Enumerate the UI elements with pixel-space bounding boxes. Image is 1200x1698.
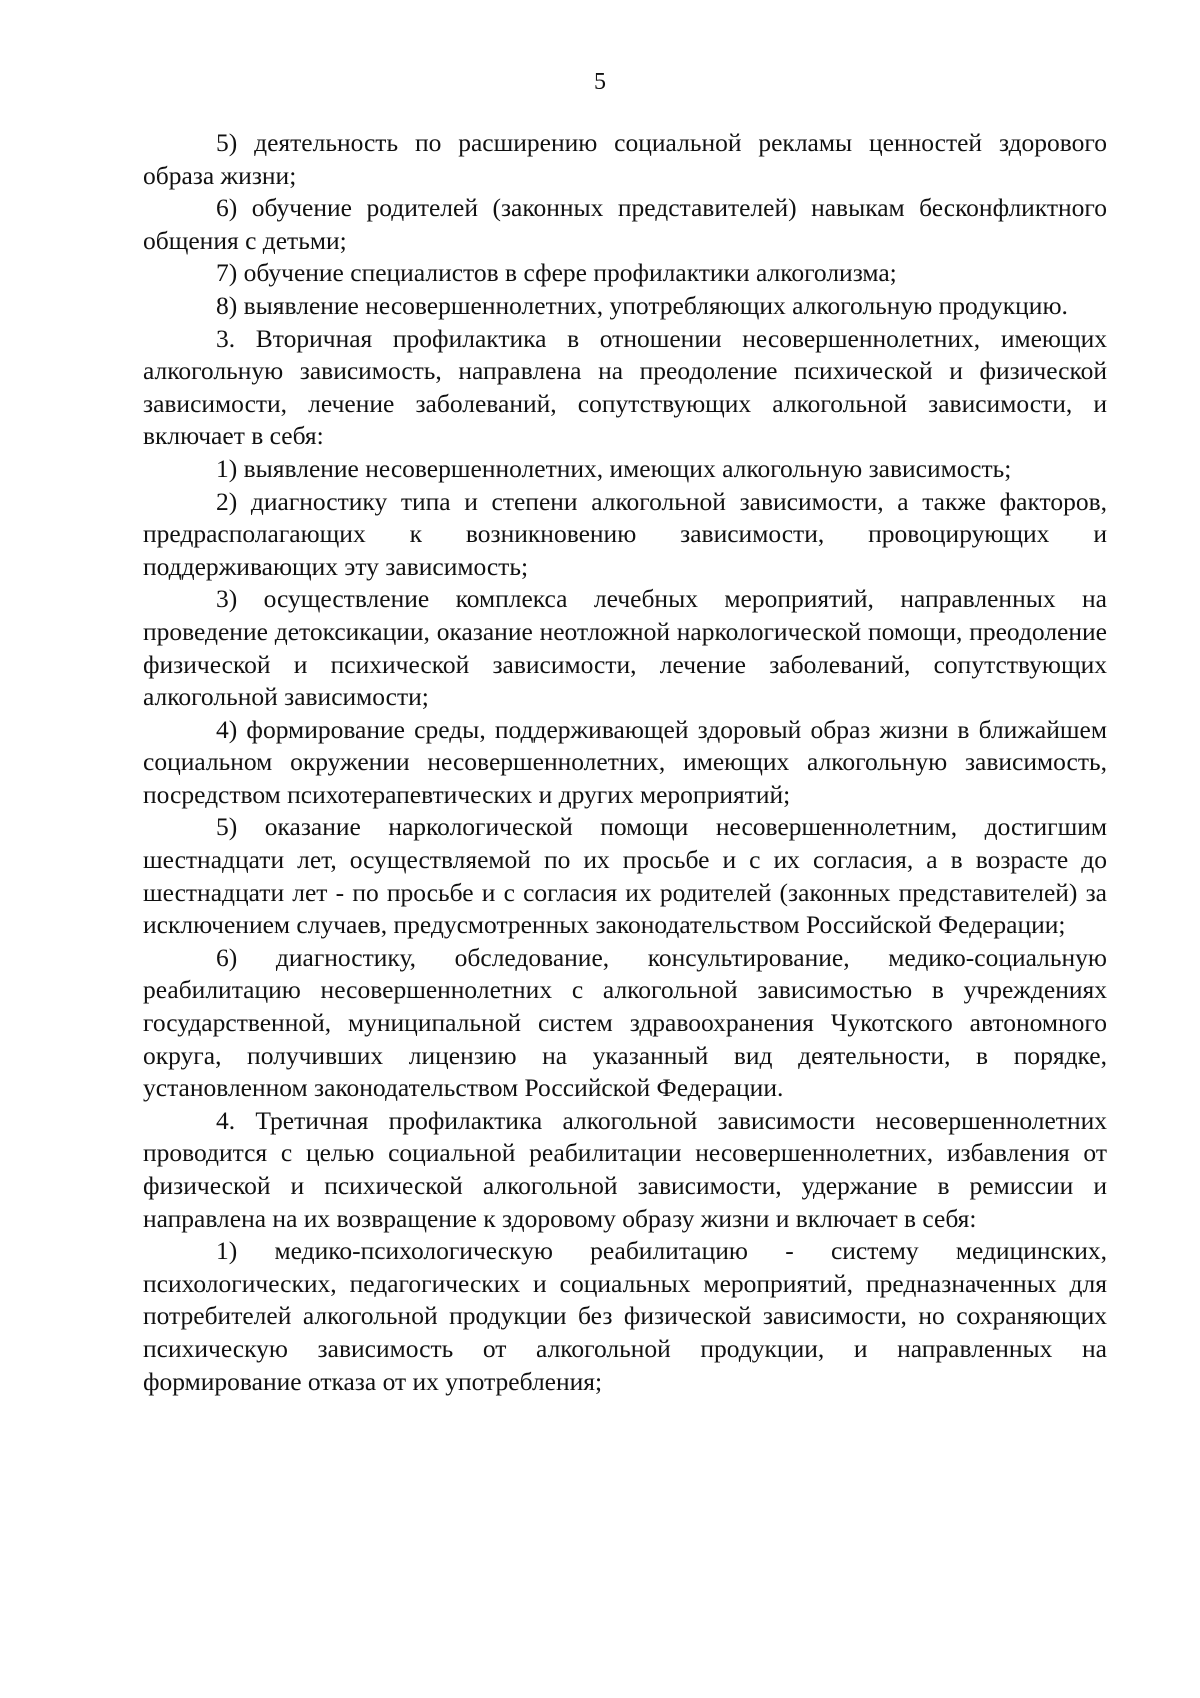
paragraph-item-5-social-ads: 5) деятельность по расширению социальной рекламы ценностей здорового образа жизни; [143,128,1107,190]
paragraph-item-8-identification: 8) выявление несовершеннолетних, употребляющих алкогольную продукцию. [216,290,1068,320]
paragraph-tertiary-prevention: 4. Третичная профилактика алкогольной зависимости несовершеннолетних проводится с целью социальной реабилитации несовершеннолетних, избавления от физической и психической алкогольной зависимости, удержание в ремиссии и направлена на их возвращение к здоровому образу жизни и включает в себя: [143,1105,1107,1233]
paragraph-secondary-item-2: 2) диагностику типа и степени алкогольной зависимости, а также факторов, предрасполагающих к возникновению зависимости, провоцирующих и поддерживающих эту зависимость; [143,486,1107,581]
page-number: 5 [594,69,606,95]
document-body [143,127,1107,1398]
paragraph-secondary-item-5: 5) оказание наркологической помощи несовершеннолетним, достигшим шестнадцати лет, осуществляемой по их просьбе и с их согласия, а в возрасте до шестнадцати лет - по просьбе и с согласия их родителей (законных представителей) за исключением случаев, предусмотренных законодательством Российской Федерации; [143,812,1107,940]
paragraph-secondary-item-4: 4) формирование среды, поддерживающей здоровый образ жизни в ближайшем социальном окружении несовершеннолетних, имеющих алкогольную зависимость, посредством психотерапевтических и других мероприятий; [143,714,1107,809]
paragraph-item-6-parent-training: 6) обучение родителей (законных представителей) навыкам бесконфликтного общения с детьми; [143,193,1107,255]
paragraph-secondary-prevention: 3. Вторичная профилактика в отношении несовершеннолетних, имеющих алкогольную зависимость, направлена на преодоление психической и физической зависимости, лечение заболеваний, сопутствующих алкогольной зависимости, и включает в себя: [143,323,1107,451]
paragraph-secondary-item-6: 6) диагностику, обследование, консультирование, медико-социальную реабилитацию несовершеннолетних с алкогольной зависимостью в учреждениях государственной, муниципальной систем здравоохранения Чукотского автономного округа, получивших лицензию на указанный вид деятельности, в порядке, установленном законодательством Российской Федерации. [143,942,1107,1103]
paragraph-item-7-specialist-training: 7) обучение специалистов в сфере профилактики алкоголизма; [216,258,897,288]
paragraph-secondary-item-1: 1) выявление несовершеннолетних, имеющих алкогольную зависимость; [216,453,1012,483]
paragraph-tertiary-item-1: 1) медико-психологическую реабилитацию - систему медицинских, психологических, педагогических и социальных мероприятий, предназначенных для потребителей алкогольной продукции без физической зависимости, но сохраняющих психическую зависимость от алкогольной продукции, и направленных на формирование отказа от их употребления; [143,1236,1107,1396]
paragraph-secondary-item-3: 3) осуществление комплекса лечебных мероприятий, направленных на проведение детоксикации, оказание неотложной наркологической помощи, преодоление физической и психической зависимости, лечение заболеваний, сопутствующих алкогольной зависимости; [143,584,1107,712]
